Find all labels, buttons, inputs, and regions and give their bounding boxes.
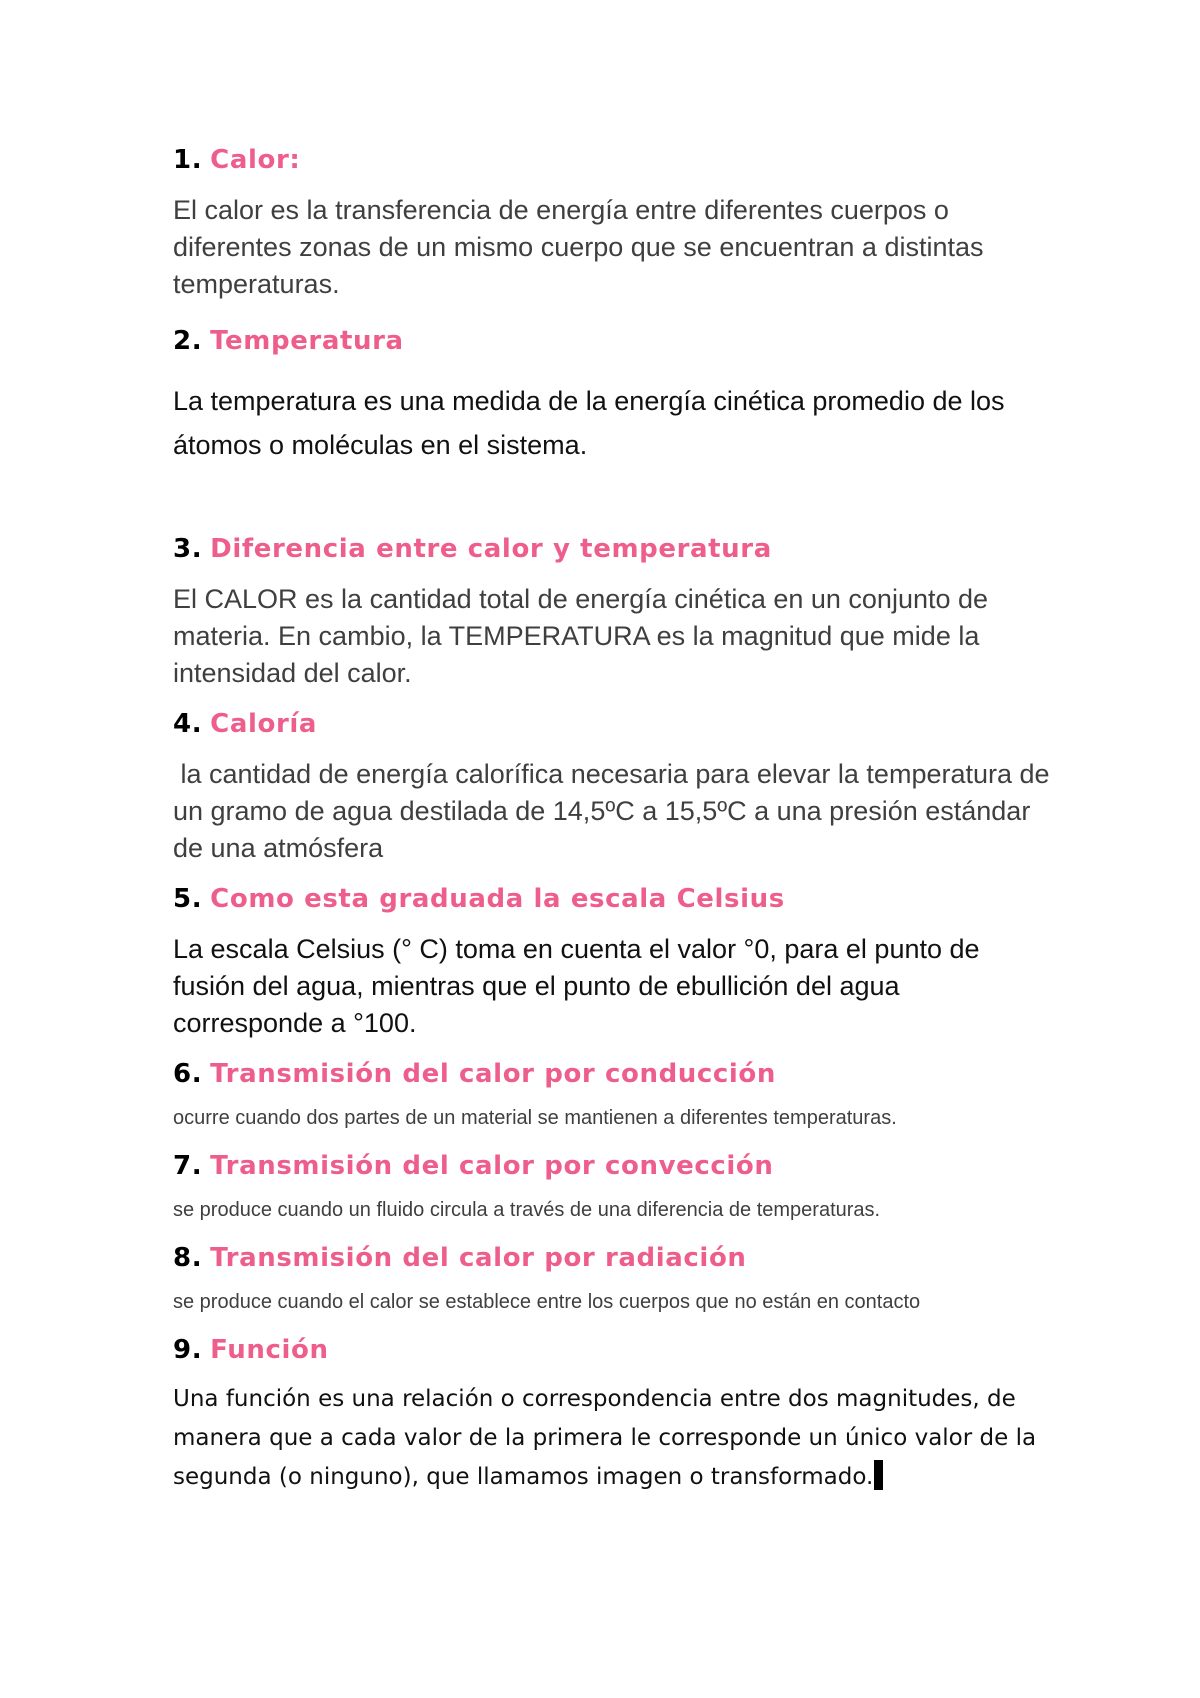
- section-title: Función: [210, 1335, 329, 1365]
- section-number: 3.: [173, 534, 203, 564]
- section-number: 8.: [173, 1243, 203, 1273]
- section-body: El CALOR es la cantidad total de energía cinética en un conjunto de materia. En cambio, la TEMPERATURA es la magnitud que mide la intensidad del calor.: [173, 584, 989, 688]
- section-heading: [173, 321, 1053, 361]
- section-number: 9.: [173, 1335, 203, 1365]
- section-body: El calor es la transferencia de energía entre diferentes cuerpos o diferentes zonas de un mismo cuerpo que se encuentran a distintas temperaturas.: [173, 195, 984, 299]
- section-body: ocurre cuando dos partes de un material se mantienen a diferentes temperaturas.: [173, 1107, 897, 1129]
- section-heading: [173, 879, 1053, 919]
- section-title: Temperatura: [210, 326, 404, 356]
- section-number: 7.: [173, 1151, 203, 1181]
- section-number: 6.: [173, 1059, 203, 1089]
- section-body: La escala Celsius (° C) toma en cuenta el valor °0, para el punto de fusión del agua, mientras que el punto de ebullición del agua corresponde a °100.: [173, 934, 980, 1038]
- section-body: se produce cuando un fluido circula a través de una diferencia de temperaturas.: [173, 1199, 881, 1221]
- section-heading: [173, 704, 1053, 744]
- section-title: Transmisión del calor por convección: [210, 1151, 774, 1181]
- section-heading: [173, 1330, 1053, 1370]
- section-title: Caloría: [210, 709, 318, 739]
- section-number: 2.: [173, 326, 203, 356]
- section-number: 4.: [173, 709, 203, 739]
- section-heading: [173, 529, 1053, 569]
- section-heading: [173, 1238, 1053, 1278]
- section-number: 5.: [173, 884, 203, 914]
- section-body-function: [173, 1380, 1053, 1497]
- section-title: Calor:: [210, 145, 301, 175]
- section-title: Transmisión del calor por radiación: [210, 1243, 747, 1273]
- section-title: Transmisión del calor por conducción: [210, 1059, 776, 1089]
- section-body: se produce cuando el calor se establece entre los cuerpos que no están en contacto: [173, 1291, 921, 1313]
- section-number: 1.: [173, 145, 203, 175]
- text-cursor: [874, 1460, 883, 1490]
- section-title: Como esta graduada la escala Celsius: [210, 884, 785, 914]
- section-heading: [173, 1054, 1053, 1094]
- section-heading: [173, 1146, 1053, 1186]
- section-body: Una función es una relación o correspondencia entre dos magnitudes, de manera que a cada valor de la primera le corresponde un único valor de la segunda (o ninguno), que llamamos imagen o transformado.: [173, 1386, 1037, 1490]
- document-content: [173, 140, 1058, 1497]
- section-body: La temperatura es una medida de la energía cinética promedio de los átomos o moléculas en el sistema.: [173, 386, 1005, 460]
- section-body: la cantidad de energía calorífica necesaria para elevar la temperatura de un gramo de agua destilada de 14,5ºC a 15,5ºC a una presión estándar de una atmósfera: [173, 759, 1058, 863]
- section-heading: [173, 140, 1053, 180]
- section-title: Diferencia entre calor y temperatura: [210, 534, 772, 564]
